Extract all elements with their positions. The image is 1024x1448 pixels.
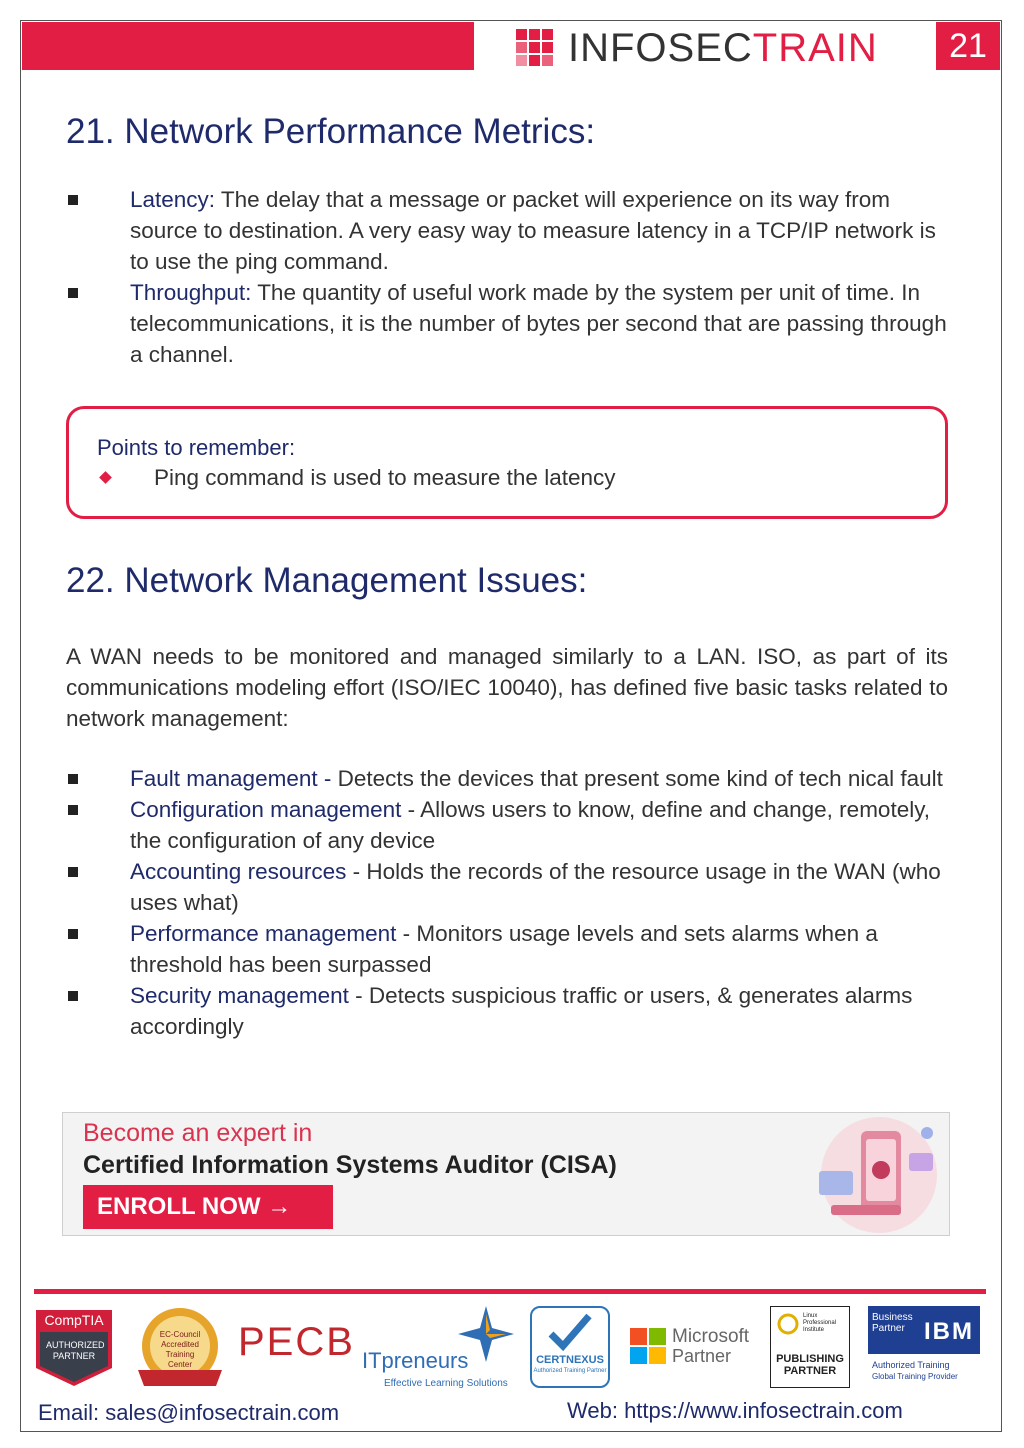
microsoft-squares-icon — [630, 1328, 666, 1364]
lpi-logo — [770, 1306, 850, 1388]
bullet-square-icon — [68, 774, 78, 784]
ibm-sub-1: Authorized Training — [872, 1360, 950, 1370]
ibm-sub-2: Global Training Provider — [872, 1372, 958, 1381]
section-22-paragraph: A WAN needs to be monitored and managed similarly to a LAN. ISO, as part of its communications modeling effort (ISO/IEC 10040), has defined five basic tasks related to network management: — [66, 644, 948, 731]
bullet-square-icon — [68, 805, 78, 815]
logo-text-accent: TRAIN — [752, 25, 878, 70]
bullet-term: Throughput: — [130, 280, 252, 305]
microsoft-sub: Partner — [672, 1346, 732, 1366]
remember-item — [97, 465, 616, 491]
lpi-sub: PUBLISHING PARTNER — [776, 1353, 844, 1377]
section-21-bullets — [66, 184, 956, 370]
section-22-heading: 22. Network Management Issues: — [66, 561, 588, 600]
points-to-remember-box — [66, 406, 948, 519]
section-22-bullets — [66, 763, 956, 1042]
remember-title: Points to remember: — [97, 435, 296, 460]
partner-logos-row — [34, 1302, 986, 1394]
bullet-security-management — [66, 980, 956, 1042]
bullet-term: Configuration management — [130, 797, 402, 822]
footer-email[interactable]: Email: sales@infosectrain.com — [38, 1400, 340, 1425]
comptia-sub: AUTHORIZED PARTNER — [46, 1340, 105, 1361]
ibm-partner-logo — [868, 1306, 984, 1386]
certnexus-sub: Authorized Training Partner — [533, 1368, 607, 1374]
footer-website[interactable]: Web: https://www.infosectrain.com — [567, 1398, 903, 1423]
certnexus-check-icon — [547, 1312, 593, 1352]
bullet-term: Fault management - — [130, 766, 332, 791]
page-number: 21 — [936, 22, 1000, 70]
infosectrain-logo — [516, 25, 878, 70]
bullet-performance-management — [66, 918, 956, 980]
itpreneurs-logo — [360, 1306, 520, 1392]
comptia-name: CompTIA — [44, 1312, 104, 1328]
bullet-throughput — [66, 277, 956, 370]
banner-line-1: Become an expert in — [83, 1119, 313, 1147]
banner-illustration-icon — [779, 1113, 949, 1236]
lpi-circle-icon — [777, 1313, 799, 1335]
logo-text-dark: INFOSEC — [568, 25, 753, 70]
bullet-fault-management — [66, 763, 956, 794]
header-accent-bar — [22, 22, 474, 70]
bullet-square-icon — [68, 195, 78, 205]
bullet-text: The delay that a message or packet will experience on its way from source to destination. A very easy way to measure latency in a TCP/IP network is to use the ping command. — [130, 187, 936, 274]
bullet-configuration-management — [66, 794, 956, 856]
microsoft-partner-logo — [630, 1326, 760, 1366]
bullet-term: Security management — [130, 983, 349, 1008]
bullet-text: - Detects suspicious traffic or users, & generates alarms accordingly — [130, 983, 913, 1039]
diamond-bullet-icon — [99, 471, 112, 484]
bullet-square-icon — [68, 929, 78, 939]
pecb-logo: PECB — [238, 1320, 355, 1364]
bullet-text: - Holds the records of the resource usage in the WAN (who uses what) — [130, 859, 941, 915]
bullet-latency — [66, 184, 956, 277]
bullet-square-icon — [68, 867, 78, 877]
bullet-term: Accounting resources — [130, 859, 347, 884]
logo-mark-icon — [516, 29, 554, 67]
microsoft-name: Microsoft — [672, 1326, 750, 1347]
enroll-now-button[interactable]: ENROLL NOW → — [83, 1185, 333, 1229]
bullet-term: Latency: — [130, 187, 216, 212]
bullet-term: Performance management — [130, 921, 397, 946]
bullet-text: Detects the devices that present some kind of tech nical fault — [331, 766, 943, 791]
itpreneurs-name: ITpreneurs — [362, 1348, 469, 1373]
comptia-logo — [34, 1308, 114, 1388]
section-21-heading: 21. Network Performance Metrics: — [66, 112, 596, 151]
ec-council-text: EC-Council Accredited Training Center — [159, 1330, 201, 1369]
itpreneurs-sub: Effective Learning Solutions — [384, 1378, 508, 1389]
bullet-square-icon — [68, 991, 78, 1001]
ibm-top-text: Business Partner — [872, 1312, 913, 1334]
certnexus-logo — [530, 1306, 610, 1388]
ibm-name: IBM — [924, 1318, 974, 1345]
ec-council-logo — [132, 1306, 228, 1392]
footer-accent-line — [34, 1289, 986, 1294]
bullet-text: - Monitors usage levels and sets alarms when a threshold has been surpassed — [130, 921, 878, 977]
bullet-text: - Allows users to know, define and change, remotely, the configuration of any device — [130, 797, 931, 853]
bullet-square-icon — [68, 288, 78, 298]
bullet-accounting-resources — [66, 856, 956, 918]
logo-text — [568, 26, 878, 71]
lpi-name: Linux Professional Institute — [803, 1313, 837, 1333]
bullet-text: The quantity of useful work made by the system per unit of time. In telecommunications, it is the number of bytes per second that are passing through a channel. — [130, 280, 947, 367]
remember-item-text: Ping command is used to measure the latency — [154, 465, 616, 490]
cisa-promo-banner[interactable] — [62, 1112, 950, 1236]
banner-line-2: Certified Information Systems Auditor (CISA) — [83, 1151, 617, 1179]
certnexus-name: CERTNEXUS — [536, 1354, 604, 1366]
